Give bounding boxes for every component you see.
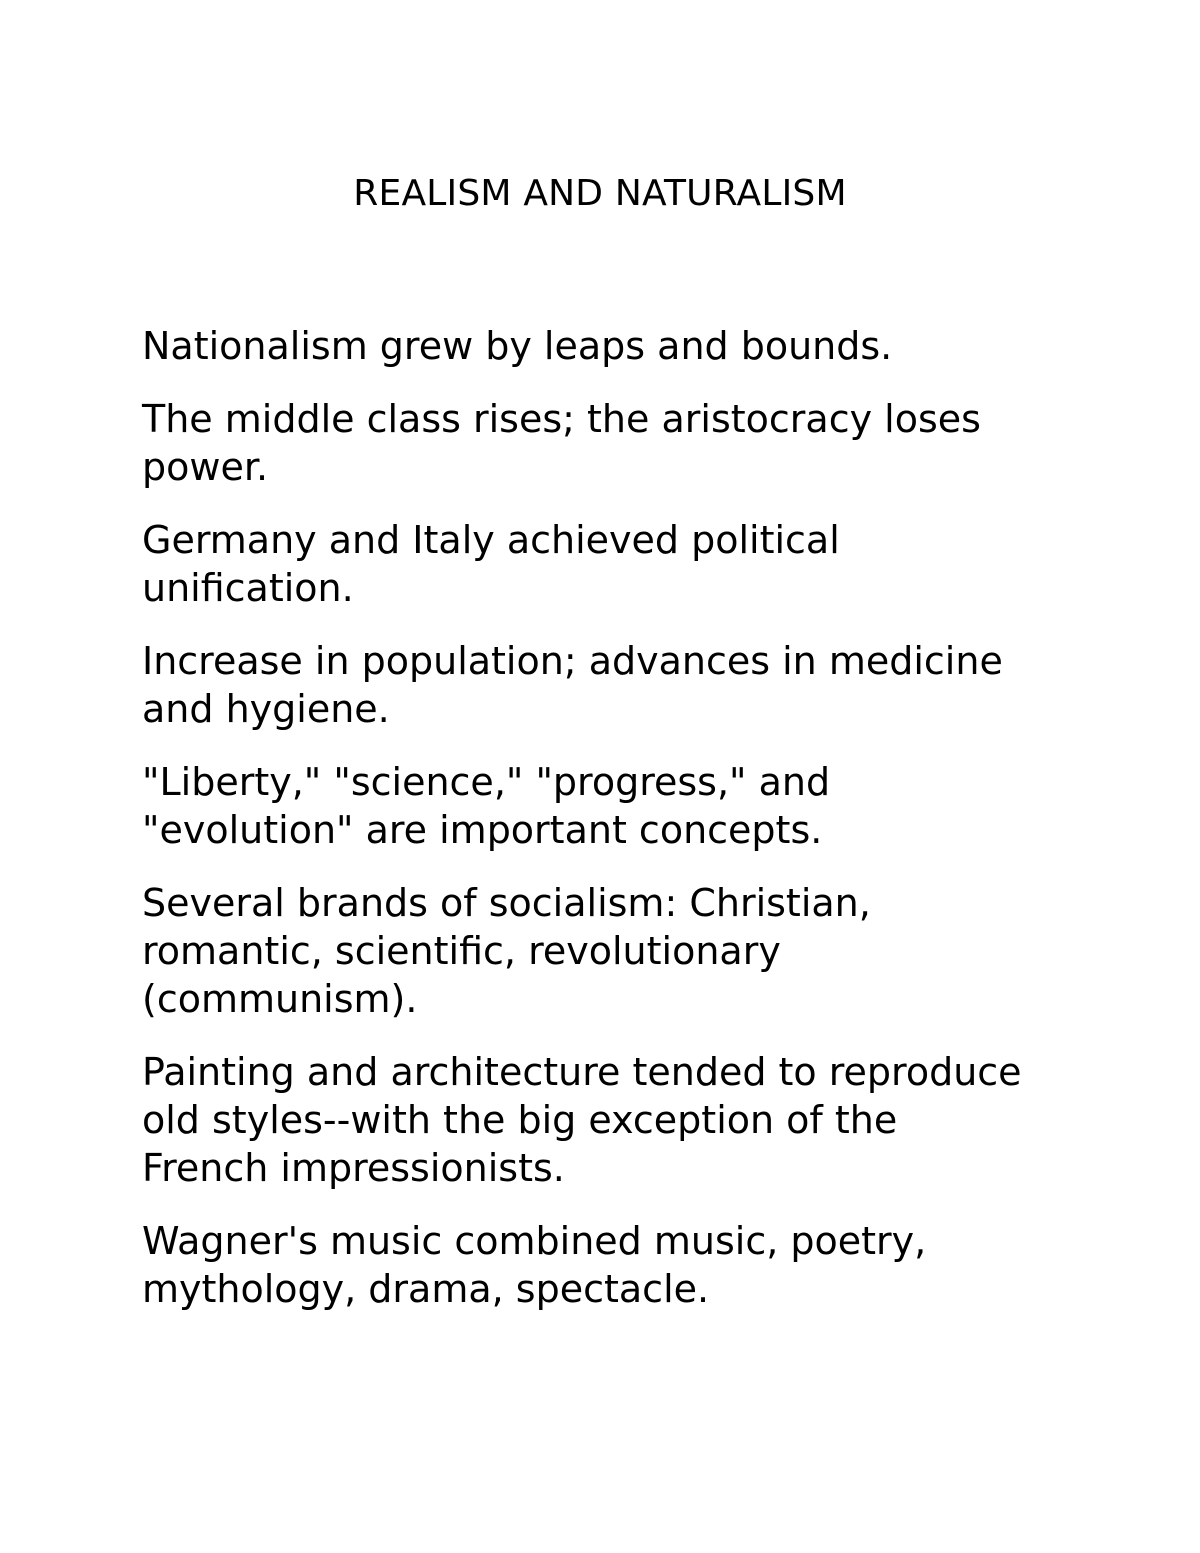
paragraph-middle-class: The middle class rises; the aristocracy loses power. bbox=[142, 397, 981, 489]
document-title: REALISM AND NATURALISM bbox=[353, 173, 847, 214]
paragraph-socialism: Several brands of socialism: Christian, romantic, scientific, revolutionary (communism). bbox=[142, 881, 871, 1021]
document-body bbox=[142, 322, 1082, 1338]
paragraph-wagner: Wagner's music combined music, poetry, mythology, drama, spectacle. bbox=[142, 1219, 927, 1311]
paragraph-population: Increase in population; advances in medicine and hygiene. bbox=[142, 639, 1003, 731]
paragraph-nationalism: Nationalism grew by leaps and bounds. bbox=[142, 324, 893, 368]
paragraph-painting-architecture: Painting and architecture tended to reproduce old styles--with the big exception of the French impressionists. bbox=[142, 1050, 1022, 1190]
paragraph-concepts: "Liberty," "science," "progress," and "evolution" are important concepts. bbox=[142, 760, 831, 852]
paragraph-unification: Germany and Italy achieved political unification. bbox=[142, 518, 840, 610]
